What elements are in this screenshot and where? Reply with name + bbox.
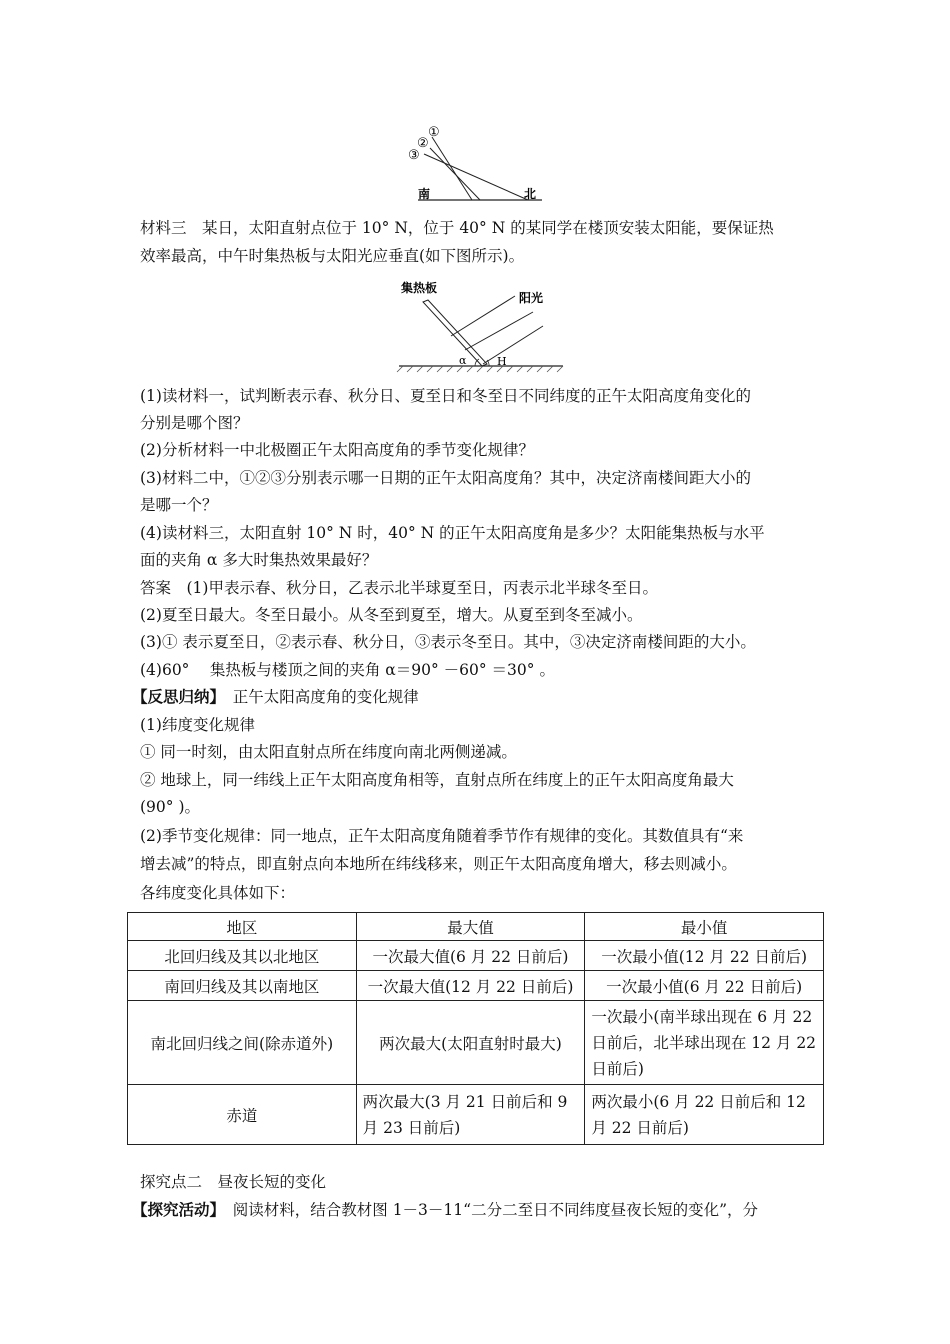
roof-hatching (397, 366, 563, 372)
answer-line: 答案 (1)甲表示春、秋分日，乙表示北半球夏至日，丙表示北半球冬至日。 (140, 579, 658, 597)
table-cell: 一次最大值(6 月 22 日前后) (356, 941, 585, 971)
activity-line (132, 1200, 758, 1220)
table-row (128, 1001, 824, 1085)
mark-2-label: ② (417, 136, 429, 151)
table-cell: 一次最大值(12 月 22 日前后) (356, 971, 585, 1001)
material3-line-2: 效率最高，中午时集热板与太阳光应垂直(如下图所示)。 (140, 247, 525, 265)
table-row (128, 1085, 824, 1145)
ray-line-2 (430, 148, 480, 200)
alpha-label: α (459, 354, 467, 367)
reflection-line: (2)季节变化规律：同一地点，正午太阳高度角随着季节作有规律的变化。其数值具有“来 (140, 827, 744, 845)
sun-angle-figure (400, 120, 560, 206)
mark-3-label: ③ (408, 148, 420, 163)
question-line: (4)读材料三，太阳直射 10° N 时，40° N 的正午太阳高度角是多少？太阳能集热板与水平 (140, 524, 765, 542)
answer-line: (3)① 表示夏至日，②表示春、秋分日，③表示冬至日。其中，③决定济南楼间距的大小。 (140, 633, 756, 651)
sun-angle-table (127, 912, 824, 1145)
sun-ray-3 (483, 326, 543, 364)
h-label: H (497, 355, 507, 368)
table-cell: 北回归线及其以北地区 (128, 941, 357, 971)
table-cell: 一次最小(南半球出现在 6 月 22 日前后，北半球出现在 12 月 22 日前后) (585, 1001, 824, 1085)
reflection-line: 各纬度变化具体如下： (140, 884, 296, 902)
sunlight-label: 阳光 (519, 291, 544, 305)
table-cell: 两次最大(3 月 21 日前后和 9 月 23 日前后) (356, 1085, 585, 1145)
activity-tag: 【探究活动】 (132, 1200, 218, 1219)
table-row (128, 941, 824, 971)
activity-text: 阅读材料，结合教材图 1－3－11“二分二至日不同纬度昼夜长短的变化”，分 (217, 1201, 758, 1219)
ray-line-3 (424, 154, 528, 200)
question-line: (2)分析材料一中北极圈正午太阳高度角的季节变化规律？ (140, 441, 534, 459)
material3-line-1: 材料三 某日，太阳直射点位于 10° N，位于 40° N 的某同学在楼顶安装太阳能，要保证热 (140, 219, 774, 237)
table-cell: 一次最小值(6 月 22 日前后) (585, 971, 824, 1001)
question-line: 面的夹角 α 多大时集热效果最好？ (140, 551, 378, 569)
reflection-heading (132, 687, 419, 707)
reflection-line: 增去减”的特点，即直射点向本地所在纬线移来，则正午太阳高度角增大，移去则减小。 (140, 855, 737, 873)
question-line: (3)材料二中，①②③分别表示哪一日期的正午太阳高度角？其中，决定济南楼间距大小的 (140, 469, 751, 487)
reflection-title: 正午太阳高度角的变化规律 (217, 688, 419, 706)
north-label: 北 (524, 187, 537, 201)
table-header-row (128, 913, 824, 941)
table-header: 最大值 (356, 913, 585, 941)
answer-line: (2)夏至日最大。冬至日最小。从冬至到夏至，增大。从夏至到冬至减小。 (140, 606, 643, 624)
south-label: 南 (418, 187, 431, 201)
table-cell: 南回归线及其以南地区 (128, 971, 357, 1001)
table-cell: 两次最小(6 月 22 日前后和 12 月 22 日前后) (585, 1085, 824, 1145)
ray-line-1 (432, 137, 472, 200)
sun-ray-2 (465, 312, 533, 350)
sun-ray-1 (451, 296, 515, 336)
reflection-line: ② 地球上，同一纬线上正午太阳高度角相等，直射点所在纬度上的正午太阳高度角最大 (140, 771, 734, 789)
answer-line: (4)60° 集热板与楼顶之间的夹角 α＝90° －60° ＝30° 。 (140, 661, 555, 679)
question-line: 分别是哪个图？ (140, 414, 249, 432)
table-cell: 南北回归线之间(除赤道外) (128, 1001, 357, 1085)
reflection-line: ① 同一时刻，由太阳直射点所在纬度向南北两侧递减。 (140, 743, 517, 761)
question-line: (1)读材料一，试判断表示春、秋分日、夏至日和冬至日不同纬度的正午太阳高度角变化的 (140, 387, 751, 405)
table-row (128, 971, 824, 1001)
table-cell: 一次最小值(12 月 22 日前后) (585, 941, 824, 971)
mark-1-label: ① (428, 125, 440, 140)
table-cell: 两次最大(太阳直射时最大) (356, 1001, 585, 1085)
question-line: 是哪一个？ (140, 496, 218, 514)
reflection-line: (90° )。 (140, 798, 200, 816)
table-cell: 赤道 (128, 1085, 357, 1145)
section2-title: 探究点二 昼夜长短的变化 (140, 1173, 327, 1191)
table-header: 地区 (128, 913, 357, 941)
solar-panel-figure (393, 278, 568, 374)
reflection-line: (1)纬度变化规律 (140, 716, 255, 734)
reflection-tag: 【反思归纳】 (132, 687, 218, 706)
collector-label: 集热板 (401, 281, 438, 295)
table-header: 最小值 (585, 913, 824, 941)
